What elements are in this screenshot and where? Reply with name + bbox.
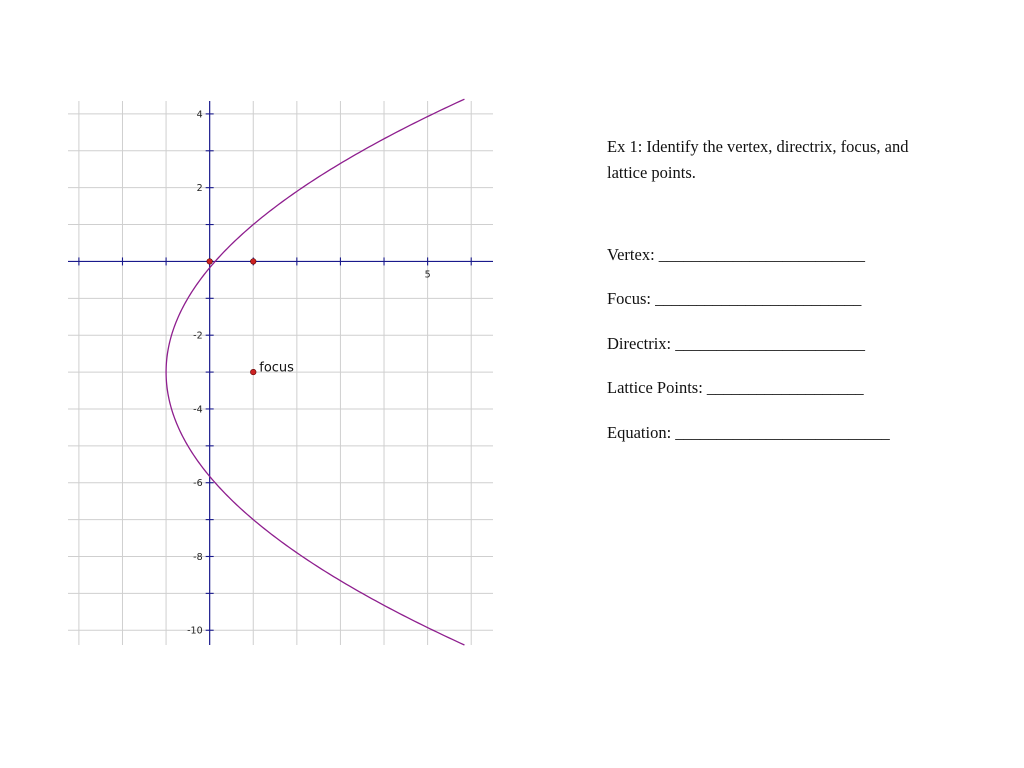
x-tick-label: 5 [424,269,431,281]
tick-labels [187,109,431,636]
y-tick-label: -2 [193,330,203,342]
worksheet [607,134,1007,442]
parabola-graph [0,0,520,660]
vertex-field[interactable]: Vertex: _________________________ [607,245,866,264]
y-tick-label: -8 [193,551,203,563]
directrix-field[interactable]: Directrix: _______________________ [607,334,866,353]
plotted-point [207,259,213,265]
y-tick-label: -6 [193,478,203,490]
focus-field[interactable]: Focus: _________________________ [607,289,862,308]
y-tick-label: 2 [196,183,203,195]
y-tick-label: 4 [196,109,203,121]
lattice-points-field[interactable]: Lattice Points: ___________________ [607,378,864,397]
worksheet-title: Ex 1: Identify the vertex, directrix, focus, and lattice points. [607,137,909,182]
y-tick-label: -4 [193,404,203,416]
plotted-point [250,369,256,375]
plotted-points [207,259,294,376]
equation-field[interactable]: Equation: __________________________ [607,423,890,442]
plotted-point [250,259,256,265]
focus-label: focus [259,360,294,376]
y-tick-label: -10 [187,625,203,637]
